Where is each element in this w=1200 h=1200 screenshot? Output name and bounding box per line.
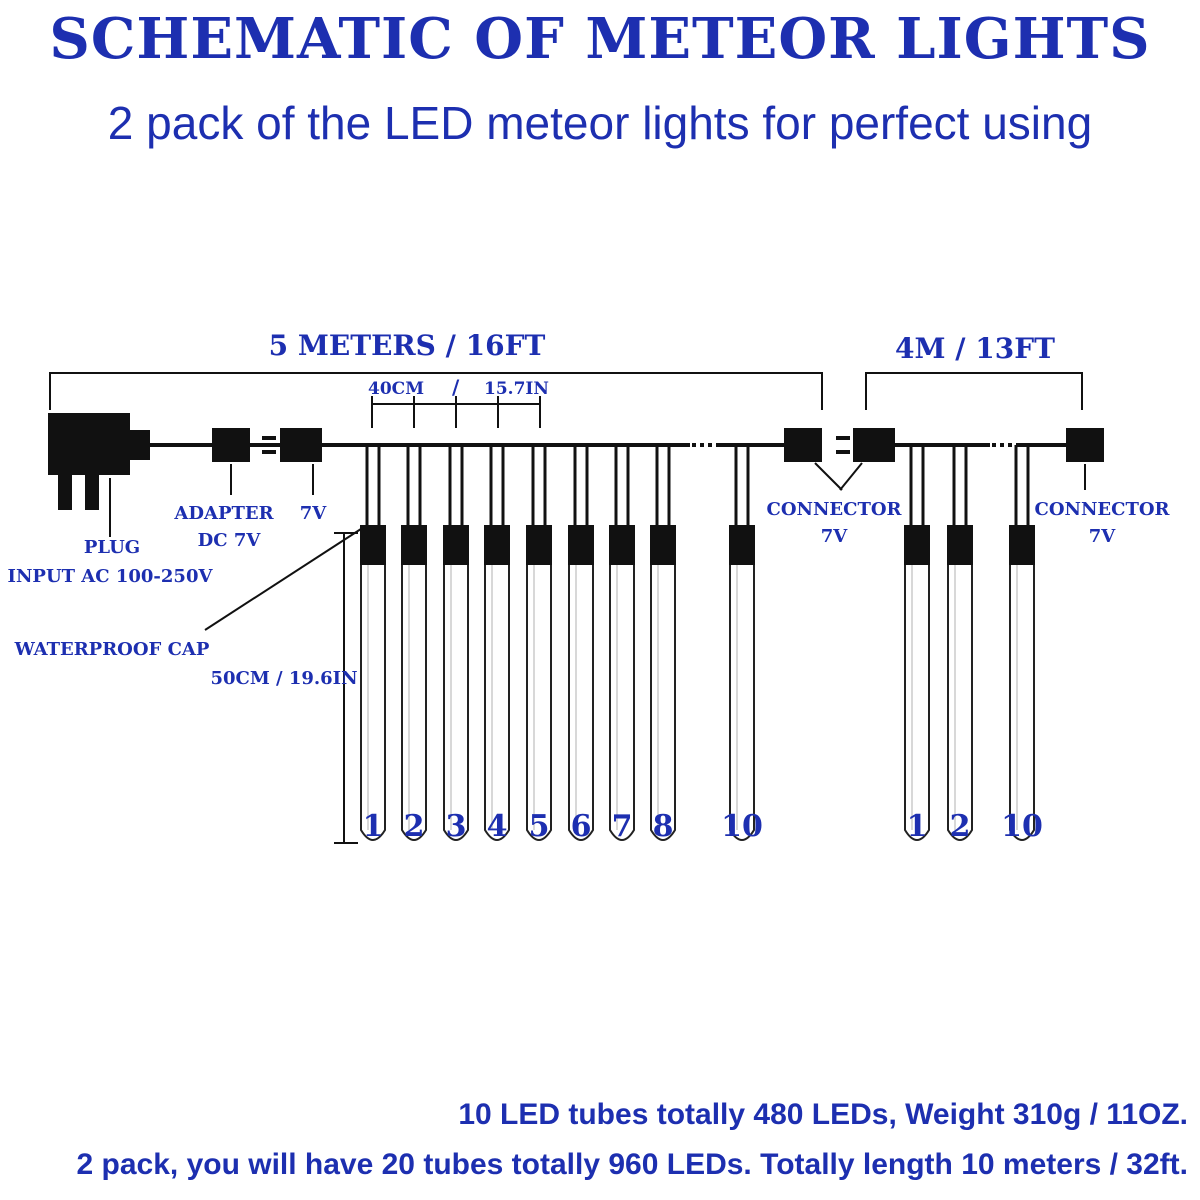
- footer-line-2: 2 pack, you will have 20 tubes totally 960 LEDs. Totally length 10 meters / 32ft.: [76, 1148, 1188, 1181]
- connector-2-voltage: 7V: [1088, 526, 1116, 547]
- spacing-in-label: 15.7IN: [484, 379, 549, 399]
- meteor-tube: [484, 445, 510, 844]
- tube-number: 2: [403, 809, 425, 844]
- meteor-tube: [401, 445, 427, 844]
- tube-length-label: 50CM / 19.6IN: [210, 668, 358, 689]
- meteor-tube: [360, 445, 386, 844]
- length-ext-label: 4M / 13FT: [895, 332, 1055, 365]
- length-main-label: 5 METERS / 16FT: [268, 329, 546, 362]
- tube-number: 4: [486, 809, 508, 844]
- tube-number: 10: [721, 809, 763, 844]
- tube-number: 8: [652, 809, 674, 844]
- meteor-tube: [650, 445, 676, 844]
- connector-1-voltage: 7V: [820, 526, 848, 547]
- spacing-marker: [372, 396, 540, 428]
- connector-end-icon: [784, 428, 822, 462]
- meteor-tube: [721, 445, 763, 844]
- length-bracket-ext: [866, 373, 1082, 410]
- tube-number: 5: [528, 809, 550, 844]
- meteor-tube: [526, 445, 552, 844]
- meteor-tube: [609, 445, 635, 844]
- connector-terminal-icon: [1066, 428, 1104, 462]
- connector-2-label: CONNECTOR: [1034, 499, 1170, 520]
- meteor-tube: [904, 445, 930, 844]
- tube-number: 7: [611, 809, 633, 844]
- plug-label: PLUG: [83, 537, 141, 558]
- input-label: INPUT AC 100-250V: [7, 566, 213, 587]
- tubes-main: [360, 445, 763, 844]
- voltage-label: 7V: [299, 503, 327, 524]
- connector-1-label: CONNECTOR: [766, 499, 902, 520]
- tube-number: 2: [949, 809, 971, 844]
- tubes-ext: [904, 445, 1043, 844]
- tube-number: 1: [906, 809, 928, 844]
- adapter-label-2: DC 7V: [197, 530, 261, 551]
- adapter-label-1: ADAPTER: [174, 503, 274, 524]
- footer-line-1: 10 LED tubes totally 480 LEDs, Weight 310g / 11OZ.: [458, 1098, 1188, 1131]
- tube-number: 10: [1001, 809, 1043, 844]
- page-subtitle: 2 pack of the LED meteor lights for perfect using: [107, 97, 1093, 149]
- cap-label: WATERPROOF CAP: [14, 639, 210, 660]
- meteor-tube: [568, 445, 594, 844]
- tube-number: 3: [445, 809, 467, 844]
- plug-icon: [48, 413, 150, 510]
- adapter-icon: [212, 428, 250, 462]
- tube-number: 6: [570, 809, 592, 844]
- spacing-cm-label: 40CM: [368, 379, 425, 399]
- meteor-tube: [443, 445, 469, 844]
- spacing-slash: /: [452, 375, 460, 399]
- tube-number: 1: [362, 809, 384, 844]
- page-title: SCHEMATIC OF METEOR LIGHTS: [49, 6, 1151, 72]
- connector-ext-icon: [836, 428, 895, 462]
- meteor-tube: [947, 445, 973, 844]
